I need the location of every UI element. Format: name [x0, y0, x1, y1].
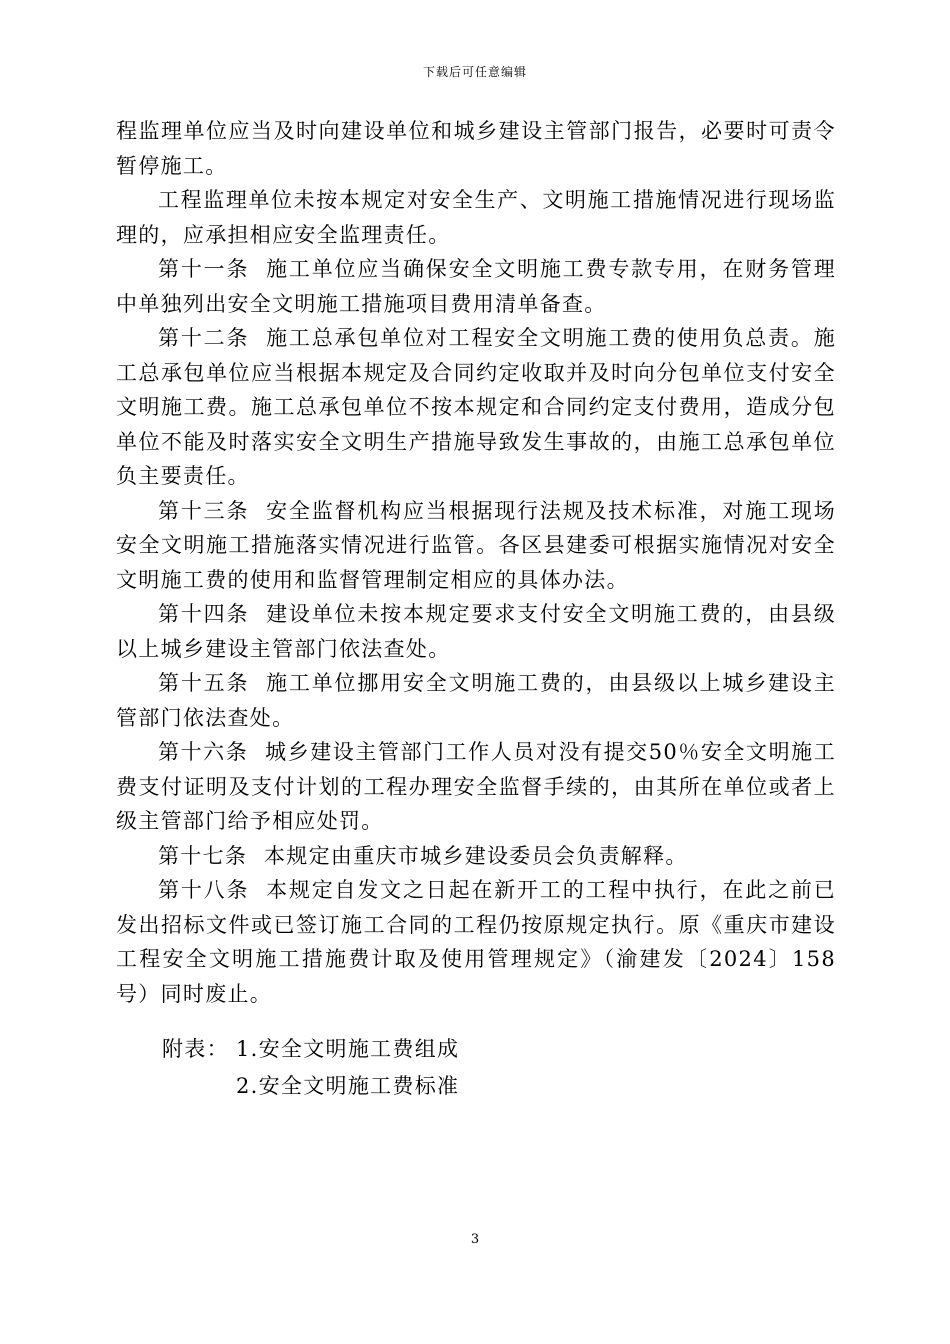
paragraph-text: 程监理单位应当及时向建设单位和城乡建设主管部门报告，必要时可责令暂停施工。 — [116, 119, 836, 178]
article-17 — [116, 839, 836, 874]
document-body — [116, 114, 836, 1105]
attachment-item: 1.安全文明施工费组成 — [236, 1037, 460, 1061]
article-11 — [116, 252, 836, 321]
paragraph-text: 建设单位未按本规定要求支付安全文明施工费的，由县级以上城乡建设主管部门依法查处。 — [116, 602, 837, 661]
attachment-row — [116, 1031, 836, 1068]
page-number: 3 — [470, 1232, 480, 1247]
article-15 — [116, 666, 836, 735]
article-13 — [116, 494, 836, 598]
article-12 — [116, 321, 836, 494]
article-number: 第十三条 — [158, 498, 250, 523]
article-16 — [116, 735, 836, 839]
article-number: 第十二条 — [158, 326, 250, 350]
attachment-row — [116, 1068, 836, 1105]
article-number: 第十六条 — [158, 740, 249, 764]
paragraph-text: 施工单位挪用安全文明施工费的，由县级以上城乡建设主管部门依法查处。 — [116, 671, 837, 730]
article-number: 第十五条 — [158, 671, 250, 695]
article-number: 第十一条 — [158, 257, 250, 281]
attachments-list — [116, 1031, 836, 1105]
paragraph-text: 城乡建设主管部门工作人员对没有提交50％安全文明施工费支付证明及支付计划的工程办理安全监督手续的，由其所在单位或者上级主管部门给予相应处罚。 — [116, 740, 836, 833]
article-number: 第十四条 — [158, 602, 250, 626]
paragraph-text: 本规定由重庆市城乡建设委员会负责解释。 — [264, 843, 688, 868]
article-14 — [116, 597, 836, 666]
page-header: 下载后可任意编辑 — [422, 65, 527, 79]
article-18 — [116, 873, 836, 1011]
paragraph-text: 工程监理单位未按本规定对安全生产、文明施工措施情况进行现场监理的，应承担相应安全监理责任。 — [116, 188, 836, 247]
article-number: 第十八条 — [158, 878, 250, 902]
paragraph-supervision — [116, 183, 836, 252]
paragraph-text: 施工总承包单位对工程安全文明施工费的使用负总责。施工总承包单位应当根据本规定及合同约定收取并及时向分包单位支付安全文明施工费。施工总承包单位不按本规定和合同约定支付费用，造成分包单位不能及时落实安全文明生产措施导致发生事故的，由施工总承包单位负主要责任。 — [116, 326, 837, 488]
attachments-label: 附表： — [162, 1037, 229, 1061]
attachment-item: 2.安全文明施工费标准 — [236, 1074, 460, 1098]
paragraph-text: 施工单位应当确保安全文明施工费专款专用，在财务管理中单独列出安全文明施工措施项目费用清单备查。 — [116, 257, 837, 316]
paragraph-text: 本规定自发文之日起在新开工的工程中执行，在此之前已发出招标文件或已签订施工合同的工程仍按原规定执行。原《重庆市建设工程安全文明施工措施费计取及使用管理规定》（渝建发〔2024〕158号）同时废止。 — [116, 878, 837, 1006]
attachments-label-spacer — [162, 1068, 236, 1105]
paragraph-text: 安全监督机构应当根据现行法规及技术标准，对施工现场安全文明施工措施落实情况进行监管。各区县建委可根据实施情况对安全文明施工费的使用和监督管理制定相应的具体办法。 — [116, 498, 837, 592]
paragraph-continuation — [116, 114, 836, 183]
article-number: 第十七条 — [158, 843, 248, 868]
